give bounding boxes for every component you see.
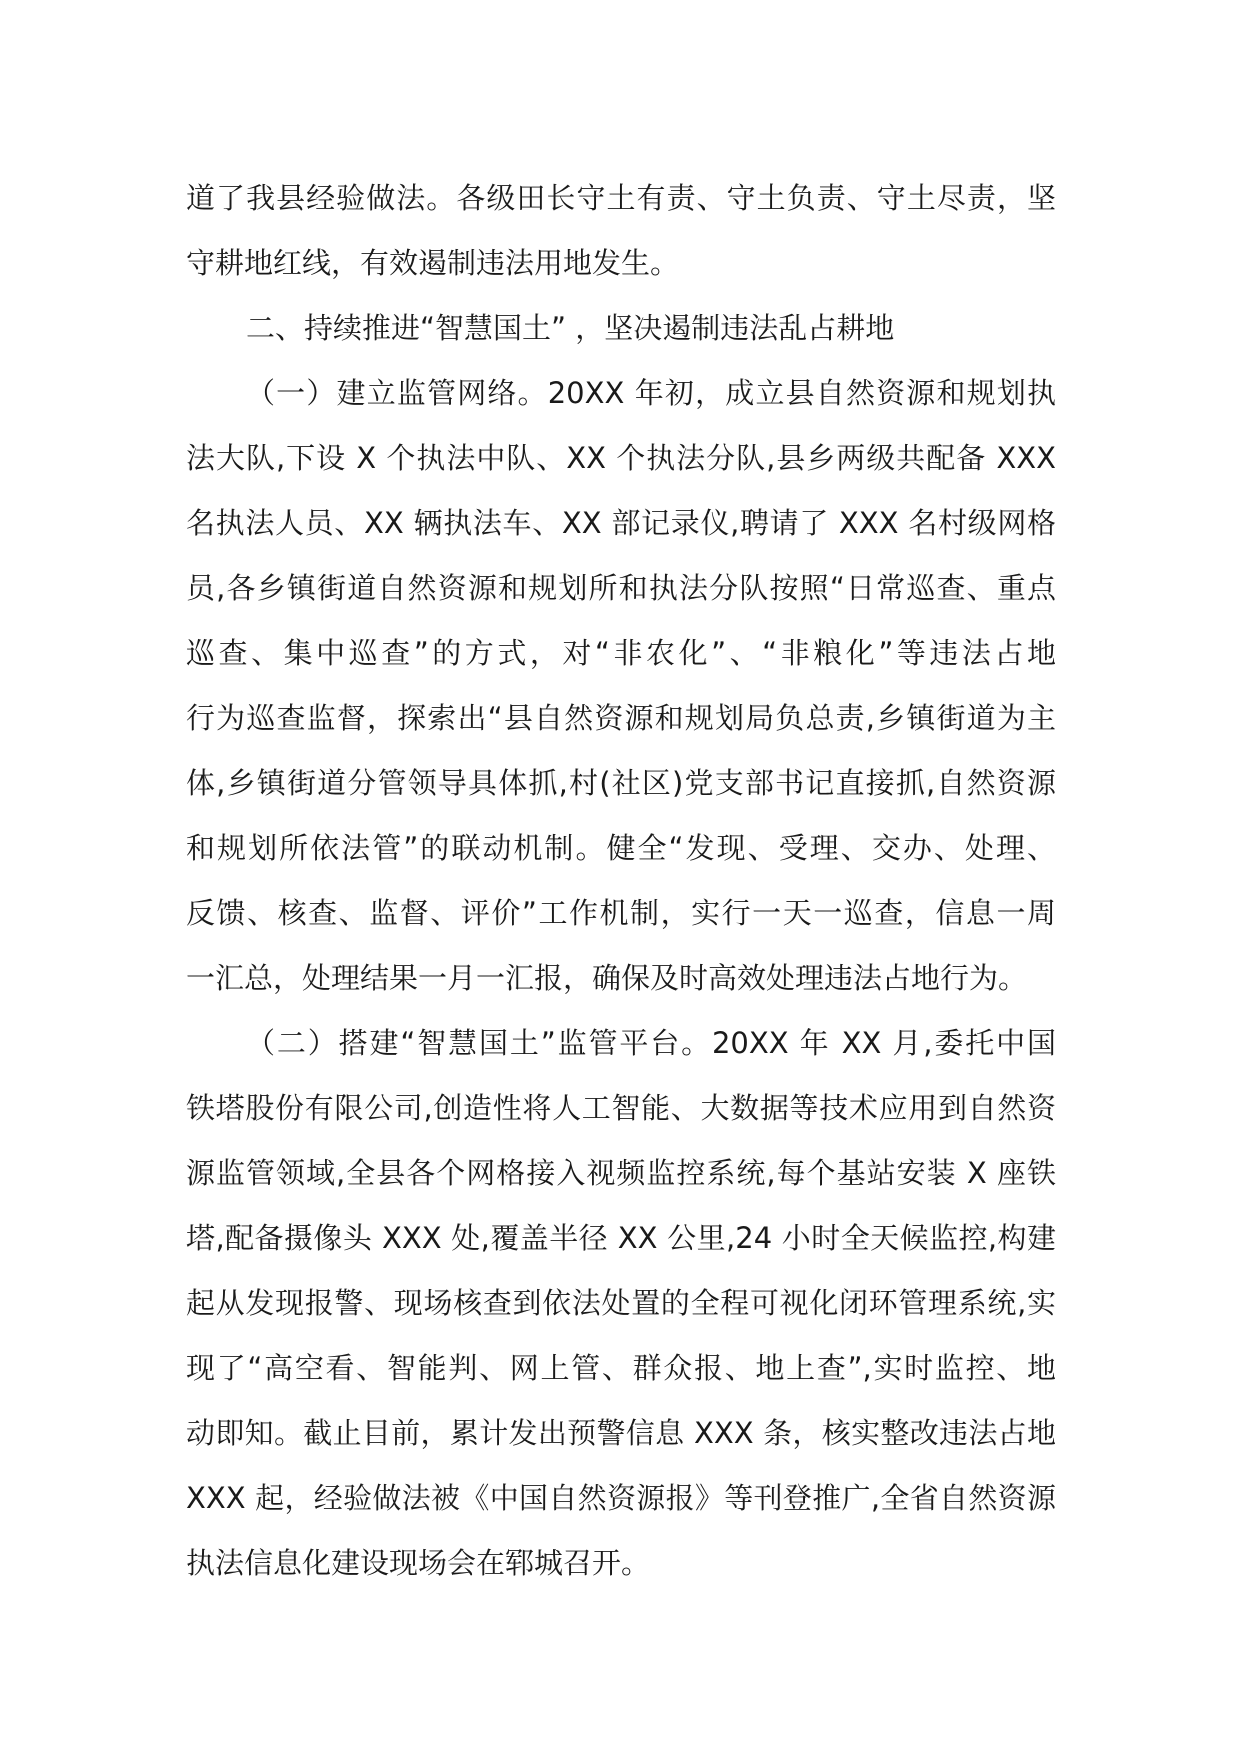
text-line: 员,各乡镇街道自然资源和规划所和执法分队按照“日常巡查、重点 xyxy=(186,571,1056,605)
text-line: 二、持续推进“智慧国土” ，坚决遏制违法乱占耕地 xyxy=(246,311,895,345)
text-line: 法大队,下设 X 个执法中队、XX 个执法分队,县乡两级共配备 XXX xyxy=(186,441,1056,475)
text-line: 铁塔股份有限公司,创造性将人工智能、大数据等技术应用到自然资 xyxy=(186,1091,1056,1125)
text-line: 动即知。截止目前，累计发出预警信息 XXX 条，核实整改违法占地 xyxy=(186,1416,1056,1450)
document-page xyxy=(186,166,1056,1596)
text-line: 源监管领域,全县各个网格接入视频监控系统,每个基站安装 X 座铁 xyxy=(186,1156,1056,1190)
text-line: 现了“高空看、智能判、网上管、群众报、地上查”,实时监控、地 xyxy=(186,1351,1056,1385)
text-line: 塔,配备摄像头 XXX 处,覆盖半径 XX 公里,24 小时全天候监控,构建 xyxy=(186,1221,1056,1255)
text-line: 行为巡查监督，探索出“县自然资源和规划局负总责,乡镇街道为主 xyxy=(186,701,1056,735)
text-line: 一汇总，处理结果一月一汇报，确保及时高效处理违法占地行为。 xyxy=(186,961,1028,995)
text-line: 名执法人员、XX 辆执法车、XX 部记录仪,聘请了 XXX 名村级网格 xyxy=(186,506,1056,540)
text-line: XXX 起，经验做法被《中国自然资源报》等刊登推广,全省自然资源 xyxy=(186,1481,1056,1515)
text-line: 守耕地红线，有效遏制违法用地发生。 xyxy=(186,246,680,280)
text-line: （一）建立监管网络。20XX 年初，成立县自然资源和规划执 xyxy=(246,376,1056,410)
text-line: 起从发现报警、现场核查到依法处置的全程可视化闭环管理系统,实 xyxy=(186,1286,1056,1320)
text-line: 反馈、核查、监督、评价”工作机制，实行一天一巡查，信息一周 xyxy=(186,896,1056,930)
text-line: 和规划所依法管”的联动机制。健全“发现、受理、交办、处理、 xyxy=(186,831,1056,865)
text-line: 执法信息化建设现场会在郓城召开。 xyxy=(186,1546,651,1580)
text-line: 巡查、集中巡查”的方式，对“非农化”、“非粮化”等违法占地 xyxy=(186,636,1056,670)
text-line: 道了我县经验做法。各级田长守土有责、守土负责、守土尽责，坚 xyxy=(186,181,1056,215)
text-line: 体,乡镇街道分管领导具体抓,村(社区)党支部书记直接抓,自然资源 xyxy=(186,766,1056,800)
text-line: （二）搭建“智慧国土”监管平台。20XX 年 XX 月,委托中国 xyxy=(246,1026,1056,1060)
